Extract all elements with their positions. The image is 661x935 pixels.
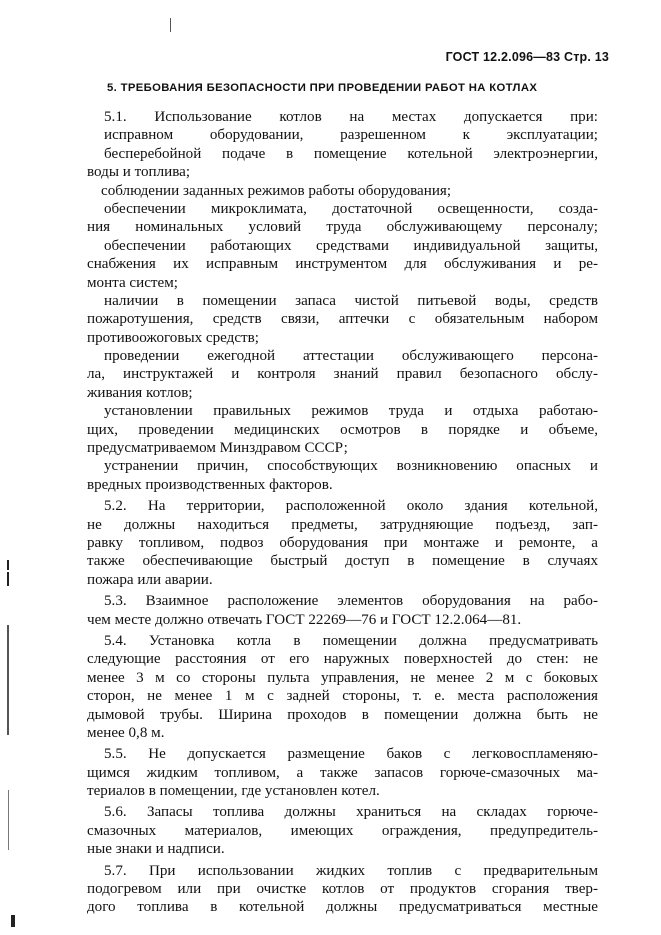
- text-line: дымовой трубы. Ширина проходов в помещении должна быть не: [87, 706, 598, 723]
- text-line: вредных производственных факторов.: [87, 476, 333, 493]
- text-line: 5.2. На территории, расположенной около здания котельной,: [104, 498, 598, 515]
- text-line: устранении причин, способствующих возникновению опасных и: [104, 458, 598, 475]
- text-line: живания котлов;: [87, 384, 193, 401]
- page-header: ГОСТ 12.2.096—83 Стр. 13: [445, 50, 609, 64]
- body-text: [87, 108, 598, 917]
- text-line: соблюдении заданных режимов работы оборудования;: [101, 182, 452, 199]
- text-line: 5.6. Запасы топлива должны храниться на складах горюче-: [104, 804, 598, 821]
- text-line: обеспечении микроклимата, достаточной освещенности, созда-: [104, 200, 598, 217]
- text-line: монта систем;: [87, 274, 178, 291]
- text-line: сторон, не менее 1 м с задней стороны, т. е. места расположения: [87, 688, 598, 705]
- text-line: не должны находиться предметы, затрудняющие подъезд, зап-: [87, 516, 598, 533]
- paragraph-5-5: [87, 745, 598, 800]
- text-line: ния номинальных условий труда обслуживающему персоналу;: [87, 219, 598, 236]
- text-line: проведении ежегодной аттестации обслуживающего персона-: [104, 348, 598, 365]
- text-line: подогревом или при очистке котлов от продуктов сгорания твер-: [87, 881, 598, 898]
- text-line: териалов в помещении, где установлен котел.: [87, 783, 380, 800]
- text-line: менее 0,8 м.: [87, 724, 165, 741]
- text-line: равку топливом, подвоз оборудования при монтаже и ремонте, а: [87, 534, 598, 551]
- text-line: наличии в помещении запаса чистой питьевой воды, средств: [104, 292, 598, 309]
- text-line: дого топлива в котельной должны предусматриваться местные: [87, 899, 598, 916]
- scan-artifact: [7, 560, 9, 570]
- paragraph-5-2: [87, 497, 598, 589]
- text-line: ные знаки и надписи.: [87, 841, 225, 858]
- text-line: воды и топлива;: [87, 164, 191, 181]
- scan-artifact: [170, 18, 171, 32]
- text-line: ла, инструктажей и контроля знаний правил безопасного обслу-: [87, 366, 598, 383]
- paragraph-5-1: [87, 108, 598, 494]
- text-line: бесперебойной подаче в помещение котельной электроэнергии,: [104, 145, 598, 162]
- text-line: также обеспечивающие быстрый доступ в помещение в случаях: [87, 553, 598, 570]
- paragraph-5-7: [87, 862, 598, 917]
- text-line: щих, проведении медицинских осмотров в порядке и объеме,: [87, 421, 598, 438]
- text-line: пожаротушения, средств связи, аптечки с обязательным набором: [87, 311, 598, 328]
- text-line: следующие расстояния от его наружных поверхностей до стен: не: [87, 651, 598, 668]
- text-line: 5.5. Не допускается размещение баков с легковоспламеняю-: [104, 746, 598, 763]
- text-line: менее 3 м со стороны пульта управления, не менее 2 м с боковых: [87, 669, 598, 686]
- text-line: 5.1. Использование котлов на местах допускается при:: [104, 109, 598, 125]
- text-line: пожара или аварии.: [87, 571, 213, 588]
- text-line: щимся жидким топливом, а также запасов горюче-смазочных ма-: [87, 764, 598, 781]
- text-line: предусматриваемом Минздравом СССР;: [87, 440, 348, 457]
- text-line: 5.4. Установка котла в помещении должна предусматривать: [104, 632, 598, 649]
- text-line: исправном оборудовании, разрешенном к эксплуатации;: [104, 127, 598, 144]
- paragraph-5-6: [87, 803, 598, 858]
- section-title: 5. ТРЕБОВАНИЯ БЕЗОПАСНОСТИ ПРИ ПРОВЕДЕНИИ РАБОТ НА КОТЛАХ: [107, 82, 538, 94]
- text-line: чем месте должно отвечать ГОСТ 22269—76 и ГОСТ 12.2.064—81.: [87, 611, 522, 628]
- scan-artifact: [7, 572, 9, 586]
- text-line: смазочных материалов, имеющих ограждения, предупредитель-: [87, 822, 598, 839]
- paragraph-5-3: [87, 592, 598, 629]
- text-line: установлении правильных режимов труда и отдыха работаю-: [104, 403, 598, 420]
- text-line: снабжения их исправным инструментом для обслуживания и ре-: [87, 256, 598, 273]
- scan-artifact: [7, 625, 9, 735]
- text-line: 5.3. Взаимное расположение элементов оборудования на рабо-: [104, 593, 598, 610]
- text-line: 5.7. При использовании жидких топлив с предварительным: [104, 862, 598, 879]
- scan-artifact: [11, 915, 15, 927]
- paragraph-5-4: [87, 632, 598, 742]
- scan-artifact: [8, 790, 9, 850]
- text-line: обеспечении работающих средствами индивидуальной защиты,: [104, 237, 598, 254]
- text-line: противоожоговых средств;: [87, 329, 259, 346]
